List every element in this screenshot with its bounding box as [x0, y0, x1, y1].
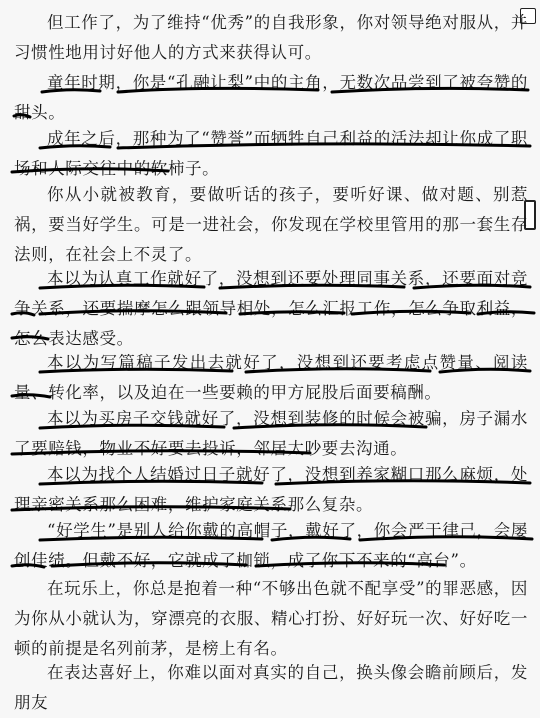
- paragraph-8: 本以为找个人结婚过日子就好了，没想到养家糊口那么麻烦，处理亲密关系那么困难，维护家庭关系那么复杂。: [14, 465, 528, 514]
- paragraph-5: 本以为认真工作就好了，没想到还要处理同事关系，还要面对竞争关系，还要揣摩怎么跟领导相处，怎么汇报工作，怎么争取利益，怎么表达感受。: [14, 269, 528, 348]
- paragraph-1: 但工作了，为了维持“优秀”的自我形象，你对领导绝对服从，并习惯性地用讨好他人的方式来获得认可。: [14, 13, 528, 62]
- paragraph-4: 你从小就被教育，要做听话的孩子，要听好课、做对题、别惹祸，要当好学生。可是一进社会，你发现在学校里管用的那一套生存法则，在社会上不灵了。: [14, 185, 528, 264]
- paragraph-2: 童年时期，你是“孔融让梨”中的主角，无数次品尝到了被夸赞的甜头。: [14, 73, 528, 122]
- paragraph-6: 本以为写篇稿子发出去就好了，没想到还要考虑点赞量、阅读量、转化率，以及迫在一些要赖的甲方屁股后面要稿酬。: [14, 353, 528, 402]
- paragraph-10: 在玩乐上，你总是抱着一种“不够出色就不配享受”的罪恶感，因为你从小就认为，穿漂亮的衣服、精心打扮、好好玩一次、好好吃一顿的前提是名列前茅，是榜上有名。: [14, 579, 528, 658]
- paragraph-11: 在表达喜好上，你难以面对真实的自己，换头像会瞻前顾后，发朋友: [14, 663, 528, 712]
- paragraph-9: “好学生”是别人给你戴的高帽子，戴好了，你会严于律己，会屡创佳绩。但戴不好，它就成了枷锁，成了你下不来的“高台”。: [14, 521, 528, 570]
- paragraph-7: 本以为买房子交钱就好了，没想到装修的时候会被骗，房子漏水了要赔钱，物业不好要去投诉，邻居太吵要去沟通。: [14, 409, 528, 458]
- paragraph-3: 成年之后，那种为了“赞誉”而牺牲自己利益的活法却让你成了职场和人际交往中的软柿子。: [14, 129, 528, 178]
